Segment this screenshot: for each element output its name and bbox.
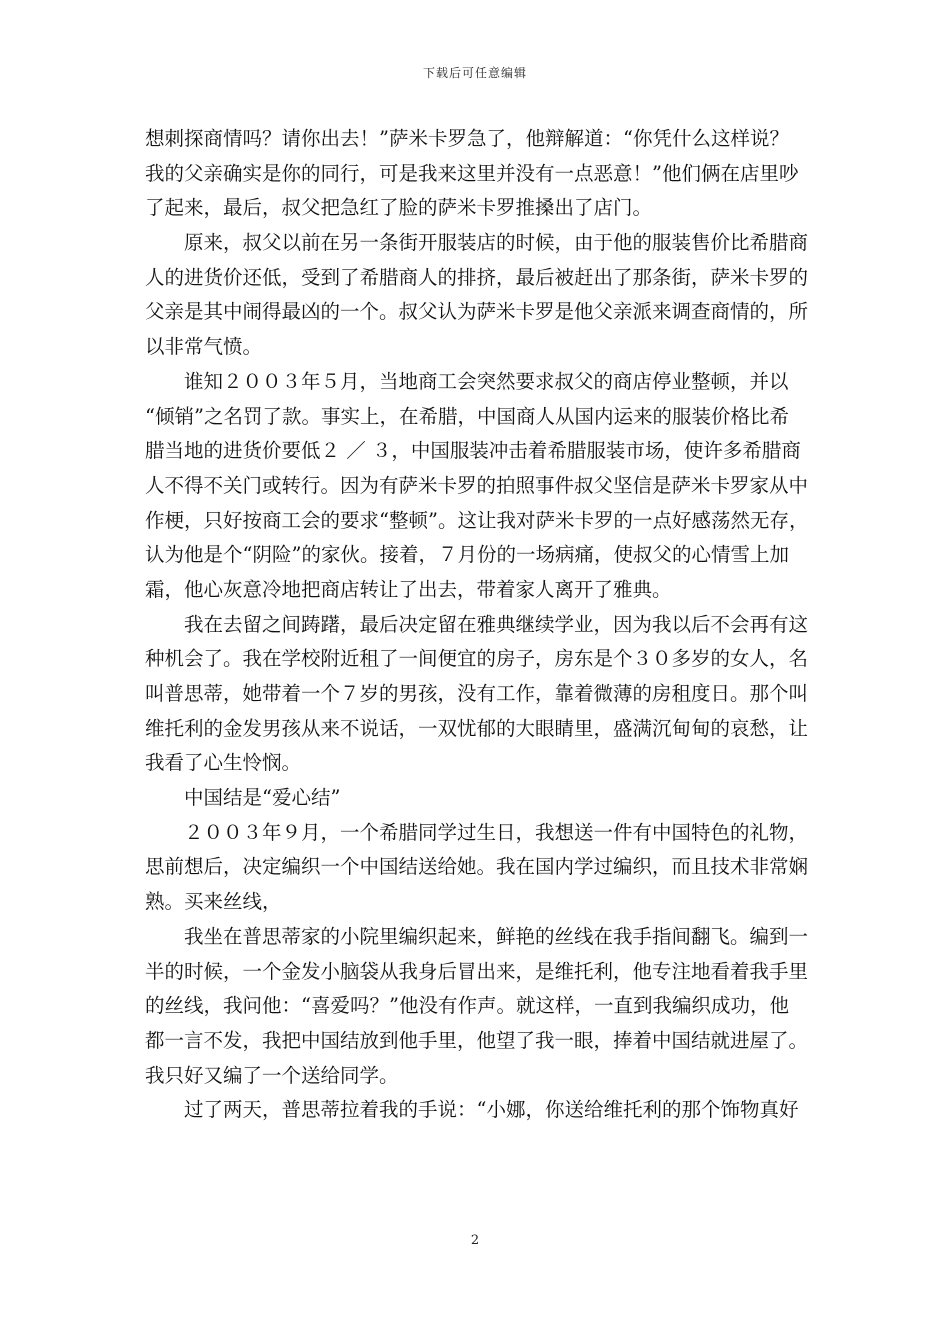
- text-line: 人不得不关门或转行。因为有萨米卡罗的拍照事件叔父坚信是萨米卡罗家从中: [145, 473, 809, 497]
- text-line: 的丝线，我问他：“喜爱吗？”他没有作声。就这样，一直到我编织成功，他: [145, 994, 789, 1018]
- paragraph-start-line: 我在去留之间踌躇，最后决定留在雅典继续学业，因为我以后不会再有这: [184, 612, 809, 636]
- text-line: 我只好又编了一个送给同学。: [145, 1063, 399, 1087]
- page-header: 下载后可任意编辑: [422, 66, 527, 80]
- text-line: “倾销”之名罚了款。事实上，在希腊，中国商人从国内运来的服装价格比希: [145, 404, 789, 428]
- paragraph-start-line: 原来，叔父以前在另一条街开服装店的时候，由于他的服装售价比希腊商: [184, 231, 809, 255]
- text-line: 我看了心生怜悯。: [145, 751, 302, 775]
- text-line: 熟。买来丝线，: [145, 890, 282, 914]
- document-body: [145, 122, 813, 1128]
- text-line: 半的时候，一个金发小脑袋从我身后冒出来，是维托利，他专注地看着我手里: [145, 959, 809, 983]
- text-line: 认为他是个“阴险”的家伙。接着，７月份的一场病痛，使叔父的心情雪上加: [145, 543, 789, 567]
- text-line: 思前想后，决定编织一个中国结送给她。我在国内学过编织，而且技术非常娴: [145, 855, 809, 879]
- text-line: 叫普思蒂，她带着一个７岁的男孩，没有工作，靠着微薄的房租度日。那个叫: [145, 682, 809, 705]
- text-line: 维托利的金发男孩从来不说话，一双忧郁的大眼睛里，盛满沉甸甸的哀愁，让: [145, 716, 809, 740]
- paragraph-start-line: 我坐在普思蒂家的小院里编织起来，鲜艳的丝线在我手指间翻飞。编到一: [184, 924, 809, 948]
- text-line: 都一言不发，我把中国结放到他手里，他望了我一眼，捧着中国结就进屋了。: [145, 1028, 809, 1052]
- text-line: 了起来，最后，叔父把急红了脸的萨米卡罗推搡出了店门。: [145, 196, 653, 220]
- paragraph-start-line: ２００３年９月，一个希腊同学过生日，我想送一件有中国特色的礼物，: [184, 820, 809, 844]
- paragraph-start-line: 过了两天，普思蒂拉着我的手说：“小娜，你送给维托利的那个饰物真好: [184, 1098, 799, 1122]
- text-line: 种机会了。我在学校附近租了一间便宜的房子，房东是个３０多岁的女人，名: [145, 647, 809, 671]
- text-line: 霜，他心灰意冷地把商店转让了出去，带着家人离开了雅典。: [145, 577, 672, 601]
- text-line: 人的进货价还低，受到了希腊商人的排挤，最后被赶出了那条街，萨米卡罗的: [145, 265, 809, 289]
- section-heading: 中国结是“爱心结”: [184, 786, 341, 810]
- text-line: 作梗，只好按商工会的要求“整顿”。这让我对萨米卡罗的一点好感荡然无存，: [145, 508, 809, 532]
- text-line: 想刺探商情吗？请你出去！”萨米卡罗急了，他辩解道：“你凭什么这样说？: [145, 127, 789, 150]
- text-line: 腊当地的进货价要低２ ／ ３，中国服装冲击着希腊服装市场，使许多希腊商: [145, 439, 801, 463]
- text-line: 以非常气愤。: [145, 335, 263, 359]
- text-line: 父亲是其中闹得最凶的一个。叔父认为萨米卡罗是他父亲派来调查商情的，所: [145, 300, 809, 324]
- page-number: 2: [470, 1233, 480, 1248]
- text-line: 我的父亲确实是你的同行，可是我来这里并没有一点恶意！”他们俩在店里吵: [145, 161, 799, 185]
- paragraph-start-line: 谁知２００３年５月，当地商工会突然要求叔父的商店停业整顿，并以: [184, 369, 789, 393]
